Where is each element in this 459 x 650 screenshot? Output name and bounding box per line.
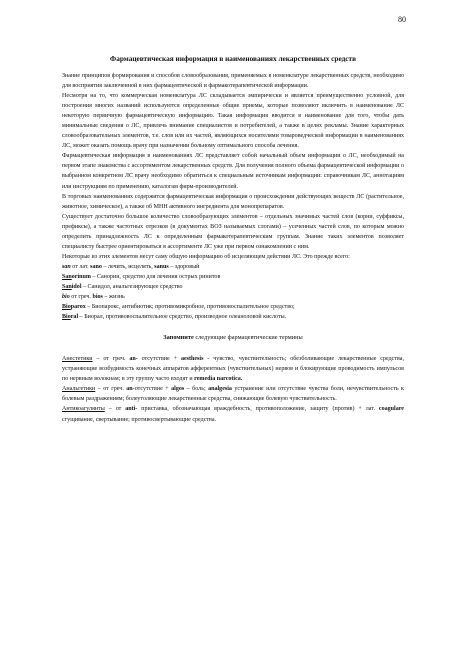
example-line: bio от греч. bios – жизнь: [62, 294, 125, 301]
page-number: 80: [398, 15, 406, 24]
example-line: san от лат. sano – лечить, исцелять, sanus – здоровый: [62, 263, 200, 270]
term-entry: Анальгетики – от греч. an-отсутствие + algos – боль; analgesia устранение или отсутствие чувства боли, нечувствительность к болевым раздражениям; болеутоляющие лекарственные средства, снижающие болевую чувствительность.: [62, 386, 404, 403]
example-line: Bioral – Биорал, противовоспалительное средство, производное олеаноловой кислоты.: [62, 314, 287, 321]
paragraph: Несмотря на то, что коммерческая номенклатура ЛС складывается эмпирически и является преимущественно условной, для построения многих названий используются определенные общие приемы, которые позволяют включить в наименование ЛС некоторую первичную фармацевтическую информацию. Такая информация вводится в наименование для того, чтобы дать минимальные сведения о ЛС, привлечь внимание специалистов и потребителей, а также в целях рекламы. Знание характерных словообразовательных элементов, т.е. слов или их частей, являющихся носителями товароведческой информации в наименованиях ЛС, может оказать помощь врачу при назначении больному оптимального способа лечения.: [62, 93, 404, 150]
paragraph: Некоторые из этих элементов несут саму общую информацию об исцеляющем действии ЛС. Это прежде всего:: [62, 253, 350, 260]
paragraph: Знание принципов формирования и способов словообразования, применяемых в номенклатуре лекарственных средств, необходимо для восприятия заключенной в них фармацевтической и фармакотерапевтической информации.: [62, 73, 404, 90]
paragraph: Существует достаточно большое количество словообразующих элементов – отдельных значимых частей слов (корни, суффиксы, префиксы), а также частотных отрезков (в документах ВОЗ называемых слогами) – усеченных частей слов, по которым можно определить принадлежность ЛС к определенным фармакотерапевтическим группам. Знание таких элементов позволяет специалисту быстрее ориентироваться в ассортименте ЛС уже при первом ознакомлении с ним.: [62, 213, 404, 250]
paragraph: Фармацевтическая информация в наименованиях ЛС представляет собой начальный объем информации о ЛС, необходимый на первом этапе знакомства с ассортиментом лекарственных средств. Для получения полного объема фармацевтической информации о выбранном конкретном ЛС врачу необходимо обратиться к специальным источникам информации: справочникам ЛС, аннотациям или инструкциям по применению, каталогам фирм-производителей.: [62, 153, 404, 190]
page-title: Фармацевтическая информация в наименованиях лекарственных средств: [109, 54, 357, 63]
terms-heading: Запомните следующие фармацевтические термины: [163, 334, 303, 342]
example-line: Sanorinum – Санорин, средство для лечения острых ринитов: [62, 273, 221, 280]
example-line: Bioparox – Биопарокс, антибиотик; противомикробное, противовоспалительное средство;: [62, 304, 295, 311]
term-entry: Анестетики – от греч. an- отсутствие + aesthesis - чувство, чувствительность; обезболивающие лекарственные средства, устраняющие возбудимость конечных аппаратов афферентных (чувствительных) нервов и блокирующие проводимость импульсов по нервным волокнам; в эту группу часто входят и remedia narcotica.: [62, 356, 404, 383]
term-entry: Антикоагулянты – от anti- приставка, обозначающая враждебность, противоположение, защиту (против) + лат. coagulare сгущивание, свертывание; противосвертывающие средства.: [62, 406, 404, 423]
terms-list: [62, 354, 404, 424]
example-line: Sanidol – Санидол, анальгезирующее средство: [62, 283, 183, 290]
body-text: [62, 71, 404, 425]
paragraph: В торговых наименованиях содержится фармацевтическая информация о происхождении действующих веществ ЛС (растительное, животное, химическое), а также об МНН активного ингредиента для монопрепаратов.: [62, 193, 404, 210]
